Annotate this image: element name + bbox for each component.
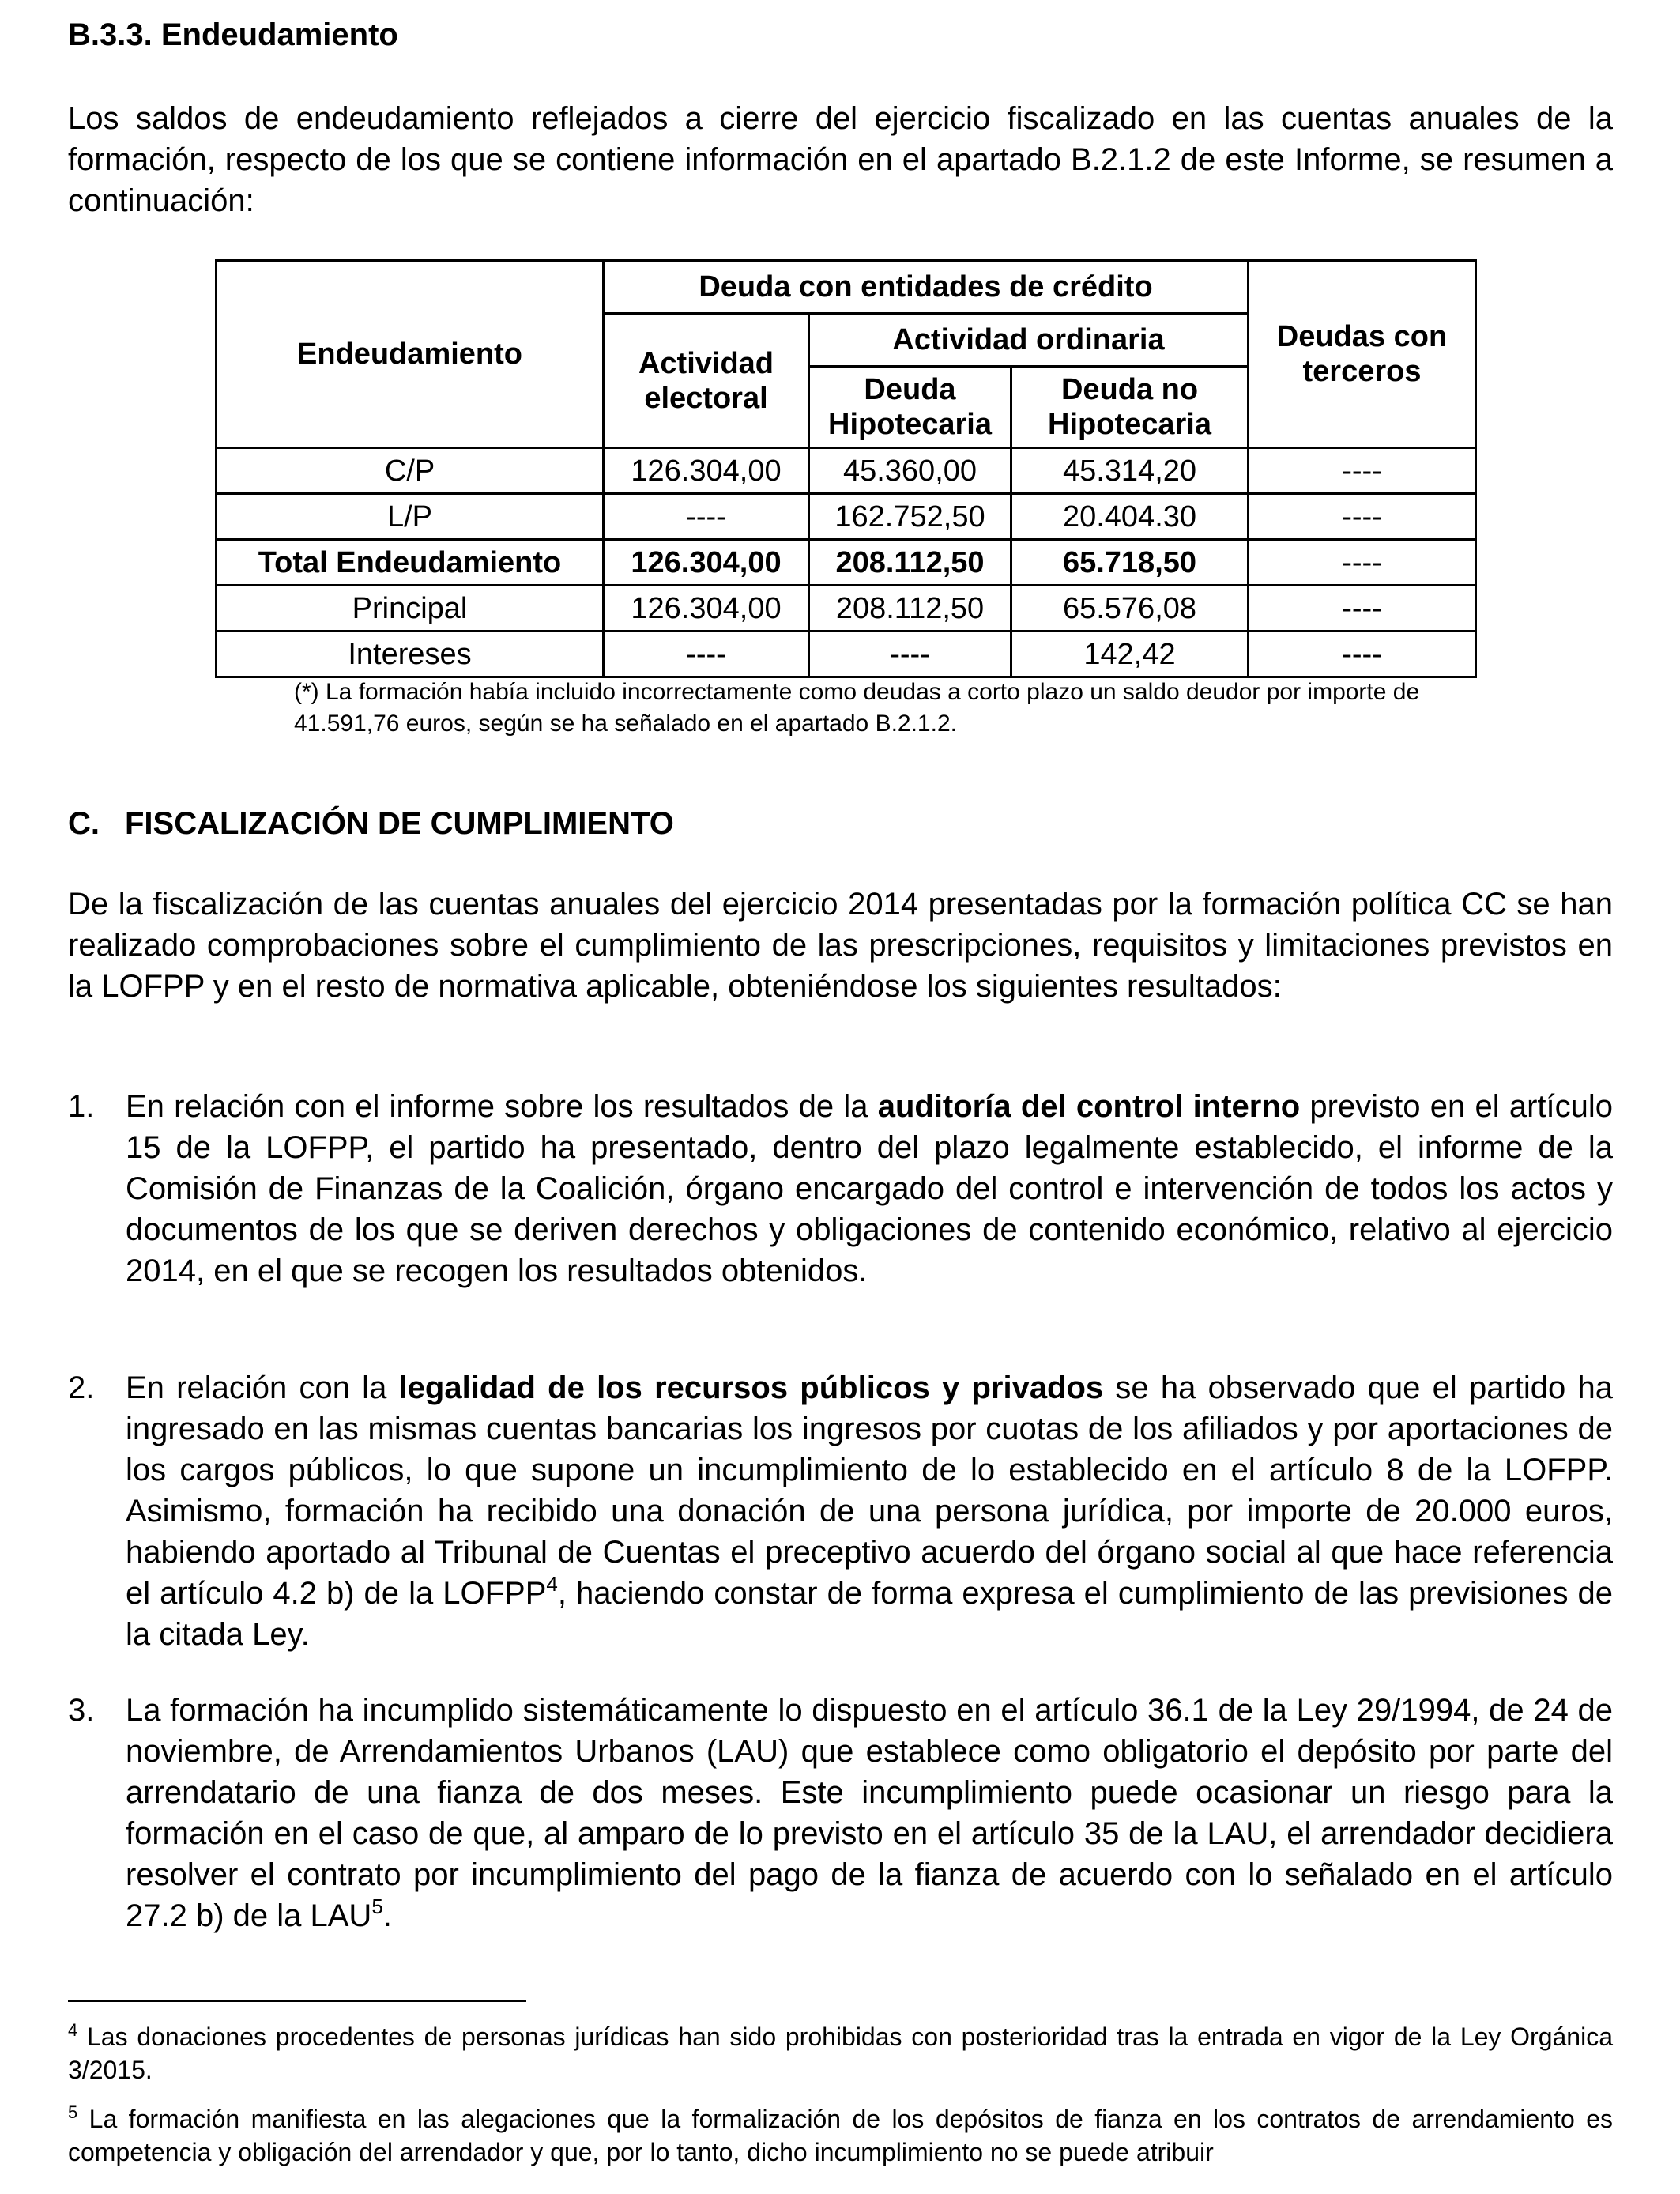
list-item-text bbox=[126, 1690, 1613, 1936]
list-item-number: 3. bbox=[68, 1693, 95, 1728]
text-run: previsto en el artículo 15 de la LOFPP, el partido ha presentado, dentro del plazo legalmente establecido, el informe de la Comisión de Finanzas de la Coalición, órgano encargado del control e intervención de todos los actos y documentos de los que se deriven derechos y obligaciones de contenido económico, relativo al ejercicio 2014, en el que se recogen los resultados obtenidos. bbox=[126, 1089, 1613, 1288]
footnote-text: Las donaciones procedentes de personas jurídicas han sido prohibidas con posterioridad tras la entrada en vigor de la Ley Orgánica 3/2015. bbox=[68, 2022, 1613, 2084]
cell-no-hipotecaria: 45.314,20 bbox=[1011, 448, 1249, 494]
cell-hipotecaria: 208.112,50 bbox=[809, 586, 1011, 631]
cell-electoral: ---- bbox=[604, 631, 809, 677]
row-label: Total Endeudamiento bbox=[217, 540, 604, 586]
table-row bbox=[217, 494, 1476, 540]
footnote-text: La formación manifiesta en las alegaciones que la formalización de los depósitos de fianza en los contratos de arrendamiento es competencia y obligación del arrendador y que, por lo tanto, dicho incumplimiento no se puede atribuir bbox=[68, 2105, 1613, 2166]
cell-electoral: 126.304,00 bbox=[604, 540, 809, 586]
footnote-5 bbox=[68, 2102, 1613, 2169]
text-run: . bbox=[382, 1898, 392, 1933]
section-title: FISCALIZACIÓN DE CUMPLIMIENTO bbox=[125, 806, 674, 841]
cell-hipotecaria: 208.112,50 bbox=[809, 540, 1011, 586]
cell-no-hipotecaria: 142,42 bbox=[1011, 631, 1249, 677]
list-item-text bbox=[126, 1367, 1613, 1655]
cell-hipotecaria: ---- bbox=[809, 631, 1011, 677]
header-deuda-no-hipotecaria: Deuda no Hipotecaria bbox=[1011, 367, 1249, 448]
cell-terceros: ---- bbox=[1249, 448, 1476, 494]
header-deuda-hipotecaria: Deuda Hipotecaria bbox=[809, 367, 1011, 448]
cell-no-hipotecaria: 20.404.30 bbox=[1011, 494, 1249, 540]
footnote-mark: 4 bbox=[68, 2020, 78, 2040]
cell-terceros: ---- bbox=[1249, 631, 1476, 677]
text-run: En relación con la bbox=[126, 1370, 399, 1405]
text-run: , haciendo constar de forma expresa el cumplimiento de las previsiones de la citada Ley. bbox=[126, 1576, 1614, 1652]
section-c-intro-paragraph: De la fiscalización de las cuentas anuales del ejercicio 2014 presentadas por la formación política CC se han realizado comprobaciones sobre el cumplimiento de las prescripciones, requisitos y limitaciones previstos en la LOFPP y en el resto de normativa aplicable, obteniéndose los siguientes resultados: bbox=[68, 887, 1613, 1004]
bold-text-run: auditoría del control interno bbox=[877, 1089, 1301, 1124]
footnote-reference[interactable]: 4 bbox=[546, 1572, 558, 1596]
footnote-mark: 5 bbox=[68, 2102, 78, 2122]
debt-table bbox=[215, 259, 1477, 678]
table-row bbox=[217, 631, 1476, 677]
table-row bbox=[217, 586, 1476, 631]
cell-electoral: 126.304,00 bbox=[604, 586, 809, 631]
cell-hipotecaria: 45.360,00 bbox=[809, 448, 1011, 494]
row-label: C/P bbox=[217, 448, 604, 494]
section-heading-b333: B.3.3. Endeudamiento bbox=[68, 17, 398, 52]
cell-no-hipotecaria: 65.576,08 bbox=[1011, 586, 1249, 631]
section-number: C. bbox=[68, 806, 100, 841]
header-actividad-ordinaria: Actividad ordinaria bbox=[809, 314, 1249, 367]
header-deuda-entidades: Deuda con entidades de crédito bbox=[604, 261, 1249, 314]
list-item-text bbox=[126, 1086, 1613, 1291]
section-heading-c bbox=[68, 806, 674, 842]
section-b-intro-paragraph: Los saldos de endeudamiento reflejados a cierre del ejercicio fiscalizado en las cuentas anuales de la formación, respecto de los que se contiene información en el apartado B.2.1.2 de este Informe, se resumen a continuación: bbox=[68, 101, 1613, 218]
header-actividad-electoral: Actividad electoral bbox=[604, 314, 809, 448]
table-row bbox=[217, 448, 1476, 494]
footnote-4 bbox=[68, 2020, 1613, 2087]
text-run: La formación ha incumplido sistemáticamente lo dispuesto en el artículo 36.1 de la Ley 29/1994, de 24 de noviembre, de Arrendamientos Urbanos (LAU) que establece como obligatorio el depósito por parte del arrendatario de una fianza de dos meses. Este incumplimiento puede ocasionar un riesgo para la formación en el caso de que, al amparo de lo previsto en el artículo 35 de la LAU, el arrendador decidiera resolver el contrato por incumplimiento del pago de la fianza de acuerdo con lo señalado en el artículo 27.2 b) de la LAU bbox=[126, 1693, 1613, 1933]
footnote-reference[interactable]: 5 bbox=[371, 1894, 383, 1918]
text-run: se ha observado que el partido ha ingresado en las mismas cuentas bancarias los ingresos por cuotas de los afiliados y por aportaciones de los cargos públicos, lo que supone un incumplimiento de lo establecido en el artículo 8 de la LOFPP. Asimismo, formación ha recibido una donación de una persona jurídica, por importe de 20.000 euros, habiendo aportado al Tribunal de Cuentas el preceptivo acuerdo del órgano social al que hace referencia el artículo 4.2 b) de la LOFPP bbox=[126, 1370, 1613, 1611]
cell-electoral: ---- bbox=[604, 494, 809, 540]
cell-terceros: ---- bbox=[1249, 540, 1476, 586]
row-label: Principal bbox=[217, 586, 604, 631]
cell-hipotecaria: 162.752,50 bbox=[809, 494, 1011, 540]
header-deudas-terceros: Deudas con terceros bbox=[1249, 261, 1476, 448]
header-endeudamiento: Endeudamiento bbox=[217, 261, 604, 448]
bold-text-run: legalidad de los recursos públicos y privados bbox=[398, 1370, 1104, 1405]
list-item-number: 1. bbox=[68, 1089, 95, 1124]
list-item-number: 2. bbox=[68, 1370, 95, 1405]
row-label: L/P bbox=[217, 494, 604, 540]
text-run: En relación con el informe sobre los resultados de la bbox=[126, 1089, 878, 1124]
cell-terceros: ---- bbox=[1249, 494, 1476, 540]
cell-terceros: ---- bbox=[1249, 586, 1476, 631]
cell-electoral: 126.304,00 bbox=[604, 448, 809, 494]
footnote-divider bbox=[68, 2000, 526, 2002]
table-note: (*) La formación había incluido incorrectamente como deudas a corto plazo un saldo deudor por importe de 41.591,76 euros, según se ha señalado en el apartado B.2.1.2. bbox=[294, 679, 1420, 737]
row-label: Intereses bbox=[217, 631, 604, 677]
cell-no-hipotecaria: 65.718,50 bbox=[1011, 540, 1249, 586]
table-row-total bbox=[217, 540, 1476, 586]
